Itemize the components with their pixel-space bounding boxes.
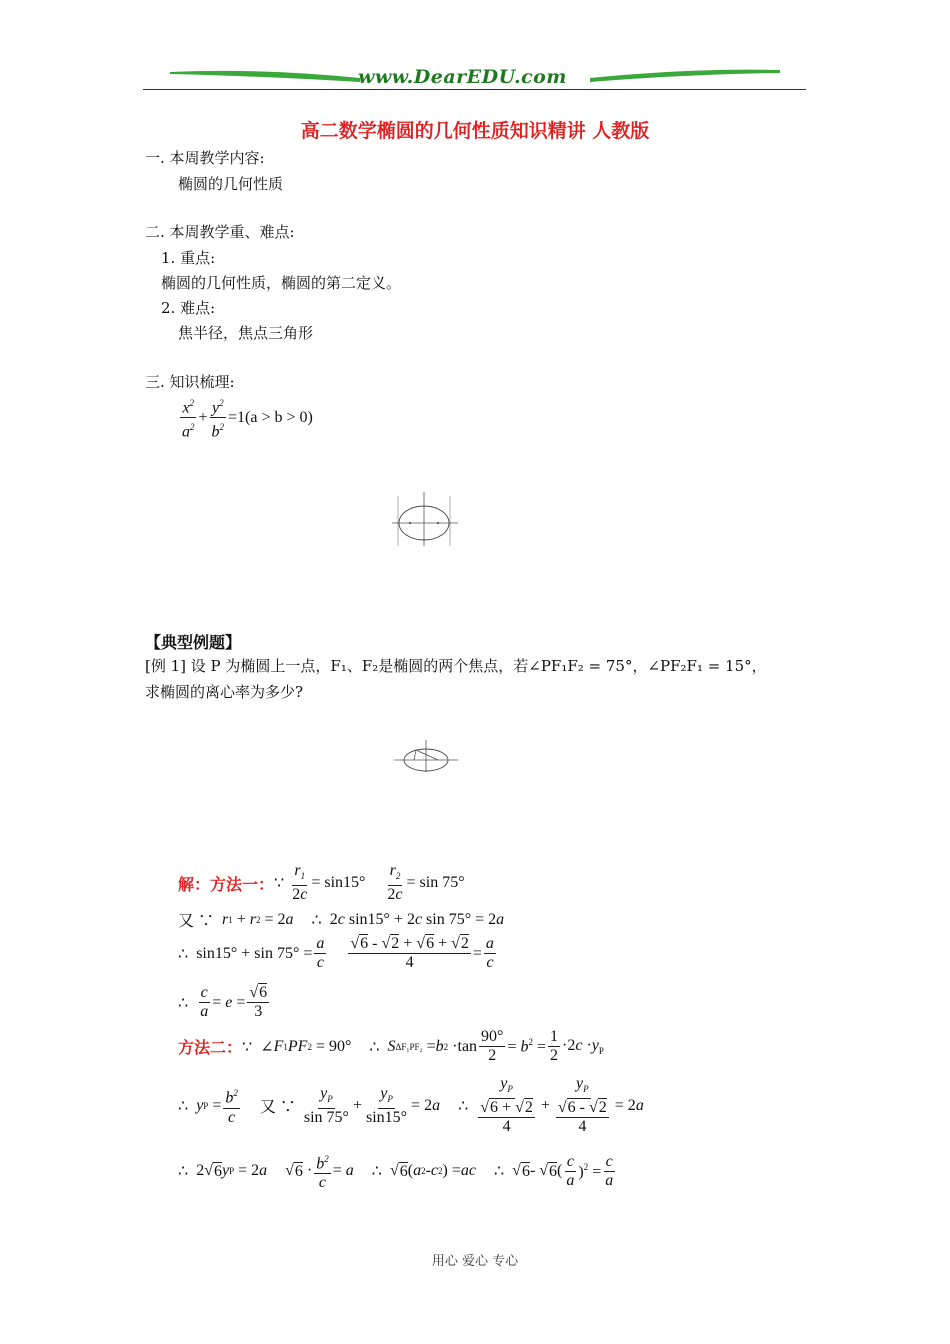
ellipse-standard-equation: $\frac{x^2}{a^2}$ + $\frac{y^2}{b^2}$ =1(a > b > 0): [178, 394, 313, 442]
section1-heading: 一. 本周教学内容:: [145, 149, 265, 167]
example1-line2: 求椭圆的离心率为多少?: [145, 683, 304, 701]
page-title: 高二数学椭圆的几何性质知识精讲 人教版: [300, 120, 650, 142]
page-footer: 用心 爱心 专心: [431, 1254, 519, 1269]
example1-line1: [例 1] 设 P 为椭圆上一点，F₁、F₂是椭圆的两个焦点，若∠PF₁F₂ = 75°，∠PF₂F₁ = 15°，: [145, 657, 767, 675]
ellipse-axes-figure: [390, 490, 460, 548]
solution-line3: ∴ sin15° + sin 75° = $\frac{a}{c}$ $\frac{√6 - √2 + √6 + √2}{4}$ = $\frac{a}{c}$: [178, 935, 494, 971]
header-rule: [143, 89, 806, 90]
examples-heading: 【典型例题】: [145, 633, 242, 652]
solution-line6: ∴ y P = $\frac{b^2}{c}$ 又 ∵ $\frac{y_P}{\sin 75^\circ}$ + $\frac{y_P}{\sin 15^\circ}$ = 2a ∴ $\frac{y_P}{\frac{√6 + √2}{4}}$ + $\frac{y_P}{\frac{√6 - √2}{4}}$ = 2a: [178, 1075, 644, 1136]
solution-line5: 方法二： ∵ ∠ F 1 PF 2 = 90° ∴ S ΔF₁PF₂ = b 2 ·tan $\frac{90^\circ}{2}$ = $b^2$ = $\frac{1}{2}$ $\cdot 2c \cdot y_P$: [178, 1028, 604, 1064]
solution-line4: ∴ $\frac{c}{a}$ = e = $\frac{√6}{3}$: [178, 984, 268, 1020]
method2-label: 方法二：: [178, 1040, 243, 1057]
section1-content: 椭圆的几何性质: [178, 175, 284, 193]
section3-heading: 三. 知识梳理:: [145, 373, 235, 391]
key-points-content: 椭圆的几何性质，椭圆的第二定义。: [161, 274, 402, 292]
key-points-label: 1. 重点:: [161, 249, 216, 267]
difficulty-content: 焦半径，焦点三角形: [178, 324, 314, 342]
focal-triangle-figure: [392, 738, 460, 774]
solution-line2: 又 ∵ r 1 + r 2 = 2 a ∴ 2 c sin15° + 2 c sin 75° = 2 a: [178, 910, 505, 930]
header-logo-text: www.DearEDU.com: [358, 66, 567, 88]
section2-heading: 二. 本周教学重、难点:: [145, 223, 295, 241]
method1-label: 解：方法一：: [178, 876, 275, 894]
solution-line7: ∴ 2√ 6 y P = 2 a √ 6 · $\frac{b^2}{c}$ = a ∴ √ 6 ( a 2 - c 2 ) = ac ∴ √ 6 - √ 6 ( $\frac{c}{a}$ )$^2$ = $\frac{c}{a}$: [178, 1150, 617, 1192]
difficulty-label: 2. 难点:: [161, 299, 216, 317]
solution-line1: 解：方法一： ∵ $\frac{r_1}{2c}$ = sin15° $\frac{r_2}{2c}$ = sin 75°: [178, 862, 465, 904]
